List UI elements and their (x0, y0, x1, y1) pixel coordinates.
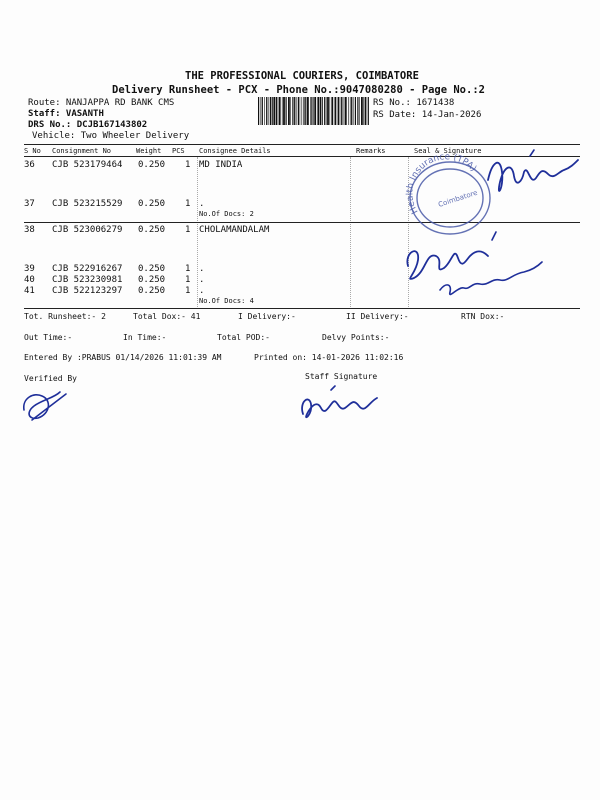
row-sno: 38 (24, 225, 35, 235)
barcode-icon (258, 97, 370, 125)
row-cno: CJB 523230981 (52, 275, 123, 285)
row-consignee: CHOLAMANDALAM (199, 225, 270, 235)
col-consignment: Consignment No (52, 147, 112, 155)
row-sno: 39 (24, 264, 35, 274)
company-title: THE PROFESSIONAL COURIERS, COIMBATORE (185, 70, 419, 82)
staff-signature-icon (295, 384, 385, 428)
delvy-points: Delvy Points:- (322, 333, 390, 342)
signature-row36-icon (478, 142, 582, 212)
col-weight: Weight (136, 147, 162, 155)
row-pcs: 1 (185, 160, 191, 170)
in-time: In Time:- (123, 333, 167, 342)
row-weight: 0.250 (138, 160, 166, 170)
row-cno: CJB 523215529 (52, 199, 123, 209)
vehicle-text: Vehicle: Two Wheeler Delivery (32, 131, 190, 141)
rtn-dox: RTN Dox:- (461, 312, 505, 321)
row-weight: 0.250 (138, 275, 166, 285)
ii-delivery: II Delivery:- (346, 312, 409, 321)
stamp-text: Health Insurance (TPA) (405, 152, 479, 216)
col-pcs: PCS (172, 147, 185, 155)
verified-by-label: Verified By (24, 374, 77, 383)
row-consignee: . (199, 199, 205, 209)
row-pcs: 1 (185, 286, 191, 296)
row-cno: CJB 523006279 (52, 225, 123, 235)
row-consignee: MD INDIA (199, 160, 243, 170)
rs-date: RS Date: 14-Jan-2026 (373, 110, 482, 120)
row-docs: No.Of Docs: 2 (199, 210, 254, 218)
row-pcs: 1 (185, 199, 191, 209)
i-delivery: I Delivery:- (238, 312, 296, 321)
row-pcs: 1 (185, 264, 191, 274)
verified-signature-icon (20, 384, 70, 424)
row-weight: 0.250 (138, 199, 166, 209)
row-consignee: . (199, 264, 205, 274)
signature-row38-icon (400, 226, 550, 306)
row-weight: 0.250 (138, 286, 166, 296)
row-sno: 37 (24, 199, 35, 209)
row-docs: No.Of Docs: 4 (199, 297, 254, 305)
out-time: Out Time:- (24, 333, 73, 342)
row-pcs: 1 (185, 225, 191, 235)
row-sno: 41 (24, 286, 35, 296)
row-cno: CJB 523179464 (52, 160, 123, 170)
row-consignee: . (199, 275, 205, 285)
drs-number: DRS No.: DCJB167143802 (28, 120, 148, 130)
total-dox: Total Dox:- 41 (133, 312, 201, 321)
staff-text: Staff: VASANTH (28, 109, 104, 119)
staff-signature-label: Staff Signature (305, 372, 378, 381)
row-consignee: . (199, 286, 205, 296)
route-text: Route: NANJAPPA RD BANK CMS (28, 98, 175, 108)
row-cno: CJB 522123297 (52, 286, 123, 296)
col-sep-consignee (197, 157, 198, 307)
row-weight: 0.250 (138, 225, 166, 235)
row-weight: 0.250 (138, 264, 166, 274)
rs-number: RS No.: 1671438 (373, 98, 455, 108)
entered-by: Entered By :PRABUS 01/14/2026 11:01:39 AM (24, 353, 222, 362)
col-consignee: Consignee Details (199, 147, 271, 155)
printed-on: Printed on: 14-01-2026 11:02:16 (254, 353, 404, 362)
tot-runsheet: Tot. Runsheet:- 2 (24, 312, 106, 321)
col-remarks: Remarks (356, 147, 386, 155)
row-sno: 40 (24, 275, 35, 285)
col-sno: S No (24, 147, 41, 155)
row-pcs: 1 (185, 275, 191, 285)
row-cno: CJB 522916267 (52, 264, 123, 274)
col-sep-remarks (350, 157, 351, 307)
runsheet-subtitle: Delivery Runsheet - PCX - Phone No.:9047080280 - Page No.:2 (112, 84, 485, 96)
total-pod: Total POD:- (217, 333, 270, 342)
col-seal: Seal & Signature (414, 147, 482, 155)
row-sno: 36 (24, 160, 35, 170)
stamp-text-2: Coimbatore (437, 188, 479, 209)
table-bottom-rule (24, 308, 580, 309)
